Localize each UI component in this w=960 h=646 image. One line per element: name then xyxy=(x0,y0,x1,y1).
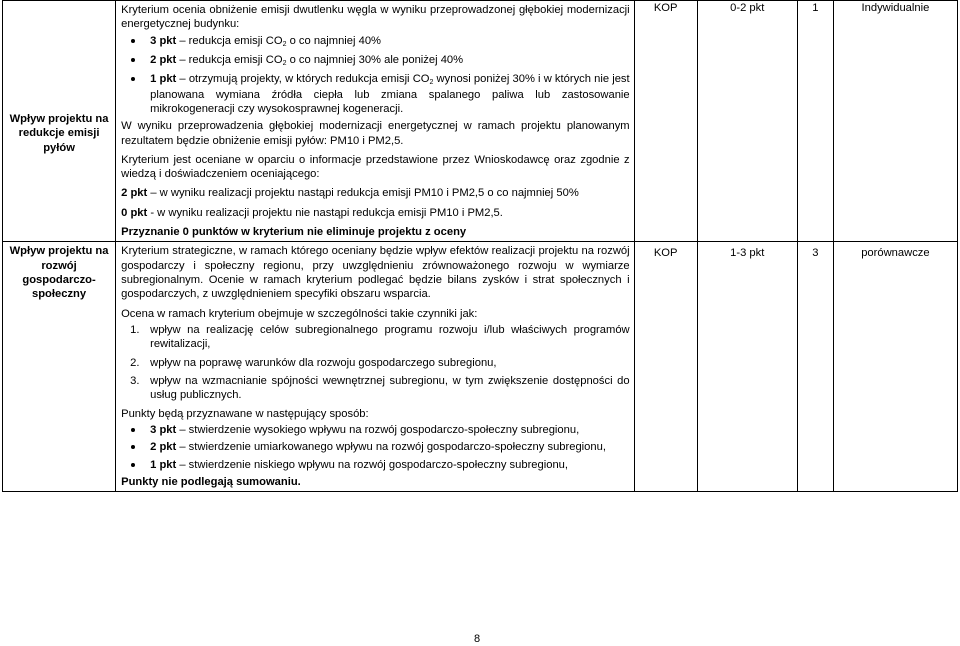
list-item: 2 pkt – stwierdzenie umiarkowanego wpływu na rozwój gospodarczo-społeczny subregionu, xyxy=(121,440,630,454)
list-item: 1 pkt – otrzymują projekty, w których redukcja emisji $CO_2$ wynosi poniżej 30% i w których nie jest planowana wymiana źródła ciepła lub zmiana spalanego paliwa lub zastosowanie mikrokogeneracji czy wysokosprawnej kogeneracji. xyxy=(121,72,630,117)
pm-note: Przyznanie 0 punktów w kryterium nie eliminuje projektu z oceny xyxy=(121,226,467,239)
criterion-name: Wpływ projektu na rozwój gospodarczo-społeczny xyxy=(9,245,109,301)
criteria-row-dust-emission xyxy=(3,1,958,242)
pm-paragraph-1: W wyniku przeprowadzenia głębokiej modernizacji energetycznej w ramach projektu planowanym rezultatem będzie obniżenie emisji pyłów: PM10 i PM2,5. xyxy=(121,120,630,147)
pm-paragraph-2: Kryterium jest oceniane w oparciu o informacje przedstawione przez Wnioskodawcę oraz zgodnie z wiedzą i doświadczeniem oceniającego: xyxy=(121,153,630,181)
criterion-name-cell xyxy=(3,1,116,242)
assessing-body: KOP xyxy=(634,242,697,492)
scoring-note: Punkty nie podlegają sumowaniu. xyxy=(121,476,301,489)
list-item: 1. wpływ na realizację celów subregionalnego programu rozwoju i/lub właściwych programów rewitalizacji, xyxy=(130,324,630,351)
co2-score-list xyxy=(121,34,630,117)
factors-intro: Ocena w ramach kryterium obejmuje w szczególności takie czynniki jak: xyxy=(121,307,478,320)
assessment-type: porównawcze xyxy=(833,242,957,492)
list-item: 3 pkt – redukcja emisji $CO_2$ o co najmniej 40% xyxy=(121,34,630,50)
factors-list xyxy=(121,323,630,403)
pm-score-0: 0 pkt - w wyniku realizacji projektu nie nastąpi redukcja emisji PM10 i PM2,5. xyxy=(121,206,503,219)
assessment-type: Indywidualnie xyxy=(833,1,957,242)
criterion-name: Wpływ projektu na redukcje emisji pyłów xyxy=(9,113,109,154)
assessing-body: KOP xyxy=(634,1,697,242)
strategic-paragraph: Kryterium strategiczne, w ramach którego oceniany będzie wpływ efektów realizacji projektu na rozwój gospodarczy i społeczny regionu, przy uwzględnieniu zrównoważonego rozwoju w wymiarze subregionalnym. Ocenie w ramach kryterium podlegać będzie bilans zysków i strat społecznych i gospodarczych, z uwzględnieniem specyfiki obszaru wsparcia. xyxy=(121,245,630,301)
list-item: 3 pkt – stwierdzenie wysokiego wpływu na rozwój gospodarczo-społeczny subregionu, xyxy=(121,423,630,437)
page-number: 8 xyxy=(474,633,481,645)
list-item: 1 pkt – stwierdzenie niskiego wpływu na rozwój gospodarczo-społeczny subregionu, xyxy=(121,458,630,472)
weight: 3 xyxy=(797,242,833,492)
list-item: 3. wpływ na wzmacnianie spójności wewnętrznej subregionu, w tym zwiększenie dostępności do usług publicznych. xyxy=(130,375,630,402)
list-item: 2. wpływ na poprawę warunków dla rozwoju gospodarczego subregionu, xyxy=(130,356,497,369)
co2-intro: Kryterium ocenia obniżenie emisji dwutlenku węgla w wyniku przeprowadzonej głębokiej modernizacji energetycznej budynku: xyxy=(121,4,630,31)
criteria-row-socio-economic xyxy=(3,242,958,492)
scoring-list xyxy=(121,423,630,472)
criterion-description-cell xyxy=(116,1,635,242)
criterion-description-cell xyxy=(116,242,635,492)
scoring-intro: Punkty będą przyznawane w następujący sposób: xyxy=(121,407,369,420)
points-range: 0-2 pkt xyxy=(697,1,797,242)
pm-score-2: 2 pkt – w wyniku realizacji projektu nastąpi redukcja emisji PM10 i PM2,5 o co najmniej 50% xyxy=(121,187,579,200)
weight: 1 xyxy=(797,1,833,242)
criteria-table xyxy=(2,0,958,492)
criterion-name-cell xyxy=(3,242,116,492)
list-item: 2 pkt – redukcja emisji $CO_2$ o co najmniej 30% ale poniżej 40% xyxy=(121,53,630,69)
points-range: 1-3 pkt xyxy=(697,242,797,492)
